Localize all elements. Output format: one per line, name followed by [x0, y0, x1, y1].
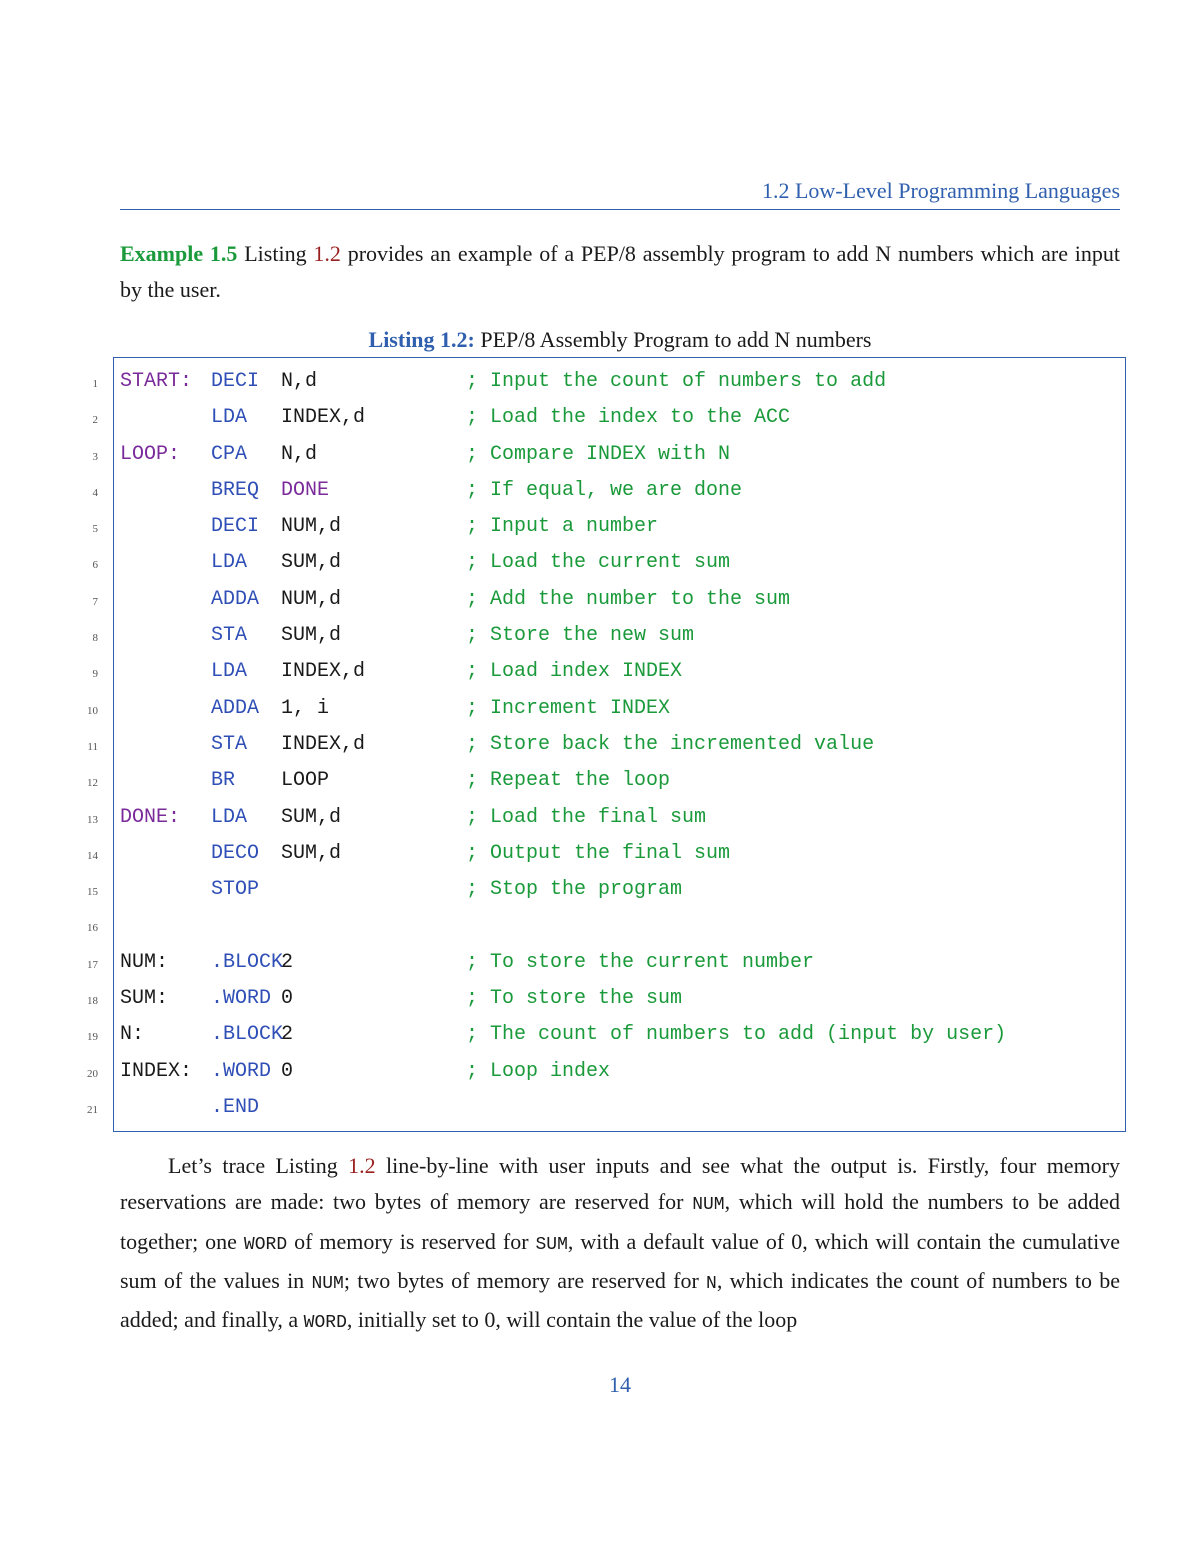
line-number: 7: [92, 595, 98, 608]
code-line: [0, 400, 1200, 436]
code-operand: INDEX,d: [281, 406, 366, 430]
code-operand: 2: [281, 1023, 294, 1047]
code-operand: NUM,d: [281, 515, 342, 539]
code-operand: INDEX,d: [281, 732, 366, 756]
line-number: 6: [92, 559, 98, 572]
line-number: 13: [87, 813, 98, 826]
line-number: 16: [87, 922, 98, 935]
line-number: 3: [92, 450, 98, 463]
code-comment: ; Input the count of numbers to add: [466, 370, 887, 393]
intro-text-after-ref: provides an example of a PEP/8 assembly program to add N numbers which are input by the user.: [120, 241, 1120, 302]
code-label: START:: [120, 370, 193, 393]
code-opcode: LDA: [211, 805, 248, 829]
code-comment: ; Increment INDEX: [466, 696, 671, 720]
line-number: 10: [87, 704, 98, 717]
code-opcode: STOP: [211, 878, 260, 902]
code-operand: SUM,d: [281, 624, 342, 648]
code-opcode: .BLOCK: [211, 1023, 284, 1047]
code-comment: ; The count of numbers to add (input by user): [466, 1023, 1007, 1047]
code-term-word: WORD: [243, 1234, 288, 1255]
code-comment: ; Stop the program: [466, 878, 683, 902]
code-operand: SUM,d: [281, 841, 342, 865]
code-line: [0, 800, 1200, 836]
line-number: 8: [92, 632, 98, 645]
code-opcode: ADDA: [211, 696, 260, 720]
code-label: N:: [120, 1023, 145, 1047]
line-number: 18: [87, 995, 98, 1008]
listing-ref-link[interactable]: 1.2: [348, 1153, 376, 1178]
code-comment: ; Load the current sum: [466, 551, 731, 575]
code-line: [0, 509, 1200, 545]
code-operand: SUM,d: [281, 805, 342, 829]
code-line: [0, 364, 1200, 400]
code-line: [0, 1054, 1200, 1090]
line-number: 5: [92, 523, 98, 536]
line-number: 12: [87, 777, 98, 790]
code-comment: ; Load index INDEX: [466, 660, 683, 684]
code-operand: NUM,d: [281, 587, 342, 611]
caption-label: Listing 1.2:: [368, 327, 475, 352]
code-listing: [0, 364, 1200, 1126]
caption-text: PEP/8 Assembly Program to add N numbers: [474, 327, 872, 352]
code-comment: ; Loop index: [466, 1059, 611, 1083]
code-opcode: .END: [211, 1095, 260, 1119]
code-line: [0, 582, 1200, 618]
code-label: LOOP:: [120, 442, 181, 466]
code-comment: ; Load the final sum: [466, 805, 707, 829]
code-line: [0, 1090, 1200, 1126]
body-text-7: , which indicates the count of numbers to be added; and finally, a: [120, 1267, 1120, 1333]
code-label: NUM:: [120, 950, 169, 974]
body-paragraph: [120, 1148, 1120, 1341]
code-opcode: LDA: [211, 660, 248, 684]
code-operand: INDEX,d: [281, 660, 366, 684]
code-opcode: ADDA: [211, 587, 260, 611]
code-line: [0, 981, 1200, 1017]
code-line: [0, 545, 1200, 581]
line-number: 17: [87, 958, 98, 971]
code-line: [0, 654, 1200, 690]
body-text-5: , with a default value of 0, which will contain the cumulative sum of the values in: [120, 1228, 1120, 1293]
code-opcode: LDA: [211, 406, 248, 430]
listing-ref-link[interactable]: 1.2: [313, 241, 341, 266]
code-term-num: NUM: [692, 1195, 725, 1216]
code-comment: ; Repeat the loop: [466, 769, 671, 793]
body-text-2: line-by-line with user inputs and see what the output is. Firstly, four memory reservations are made: two bytes of memory are reserved for: [120, 1153, 1121, 1215]
code-comment: ; If equal, we are done: [466, 478, 743, 502]
code-comment: ; Compare INDEX with N: [466, 442, 731, 466]
code-line: [0, 945, 1200, 981]
code-operand: N,d: [281, 442, 318, 466]
line-number: 11: [87, 740, 98, 753]
code-line: [0, 618, 1200, 654]
code-line: [0, 727, 1200, 763]
body-text-4: of memory is reserved for: [287, 1228, 536, 1254]
code-line: [0, 1017, 1200, 1053]
code-term-num: NUM: [311, 1273, 344, 1294]
code-line: [0, 691, 1200, 727]
code-opcode: CPA: [211, 442, 248, 466]
header-rule: [120, 209, 1120, 210]
body-text-3: , which will hold the numbers to be added together; one: [120, 1189, 1120, 1254]
code-term-sum: SUM: [535, 1234, 568, 1255]
code-opcode: .BLOCK: [211, 950, 284, 974]
line-number: 21: [87, 1103, 98, 1116]
code-comment: ; Output the final sum: [466, 841, 731, 865]
code-opcode: .WORD: [211, 1059, 272, 1083]
code-comment: ; Store the new sum: [466, 624, 695, 648]
code-operand: LOOP: [281, 769, 330, 793]
body-text-8: , initially set to 0, will contain the value of the loop: [346, 1307, 798, 1333]
example-label: Example 1.5: [120, 241, 238, 266]
code-line: [0, 872, 1200, 908]
line-number: 1: [92, 378, 98, 390]
code-comment: ; To store the sum: [466, 987, 683, 1011]
running-head: 1.2 Low-Level Programming Languages: [761, 178, 1120, 203]
code-line: [0, 763, 1200, 799]
code-operand: DONE: [281, 478, 330, 502]
code-opcode: BR: [211, 769, 236, 793]
code-opcode: .WORD: [211, 987, 272, 1011]
code-operand: 0: [281, 987, 294, 1011]
line-number: 20: [87, 1067, 98, 1080]
code-opcode: DECI: [211, 370, 260, 393]
code-label: INDEX:: [120, 1059, 193, 1083]
page-number: 14: [609, 1372, 631, 1397]
code-comment: ; Store back the incremented value: [466, 732, 875, 756]
code-opcode: LDA: [211, 551, 248, 575]
code-comment: ; Add the number to the sum: [466, 587, 791, 611]
code-operand: 1, i: [281, 696, 330, 720]
code-line: [0, 437, 1200, 473]
code-comment: ; To store the current number: [466, 950, 815, 974]
code-opcode: BREQ: [211, 478, 260, 502]
code-label: SUM:: [120, 987, 169, 1011]
code-operand: 0: [281, 1059, 294, 1083]
line-number: 15: [87, 886, 98, 899]
code-line: [0, 836, 1200, 872]
code-line: [0, 908, 1200, 944]
code-opcode: DECI: [211, 515, 260, 539]
code-label: DONE:: [120, 805, 181, 829]
line-number: 14: [87, 849, 98, 862]
code-opcode: STA: [211, 732, 248, 756]
code-line: [0, 473, 1200, 509]
line-number: 9: [92, 668, 98, 681]
line-number: 2: [92, 414, 98, 427]
line-number: 4: [92, 486, 98, 499]
code-comment: ; Input a number: [466, 515, 659, 539]
body-text-1: Let’s trace Listing: [168, 1153, 349, 1178]
code-opcode: DECO: [211, 841, 260, 865]
code-operand: 2: [281, 950, 294, 974]
code-opcode: STA: [211, 624, 248, 648]
code-comment: ; Load the index to the ACC: [466, 406, 791, 430]
body-text-6: ; two bytes of memory are reserved for: [343, 1267, 707, 1293]
code-term-word: WORD: [303, 1313, 347, 1334]
intro-paragraph: [120, 236, 1120, 308]
code-operand: SUM,d: [281, 551, 342, 575]
line-number: 19: [87, 1031, 98, 1044]
code-operand: N,d: [281, 370, 318, 393]
intro-text-before-ref: Listing: [237, 241, 314, 266]
listing-caption: [120, 327, 1120, 353]
code-term-n: N: [706, 1273, 717, 1294]
